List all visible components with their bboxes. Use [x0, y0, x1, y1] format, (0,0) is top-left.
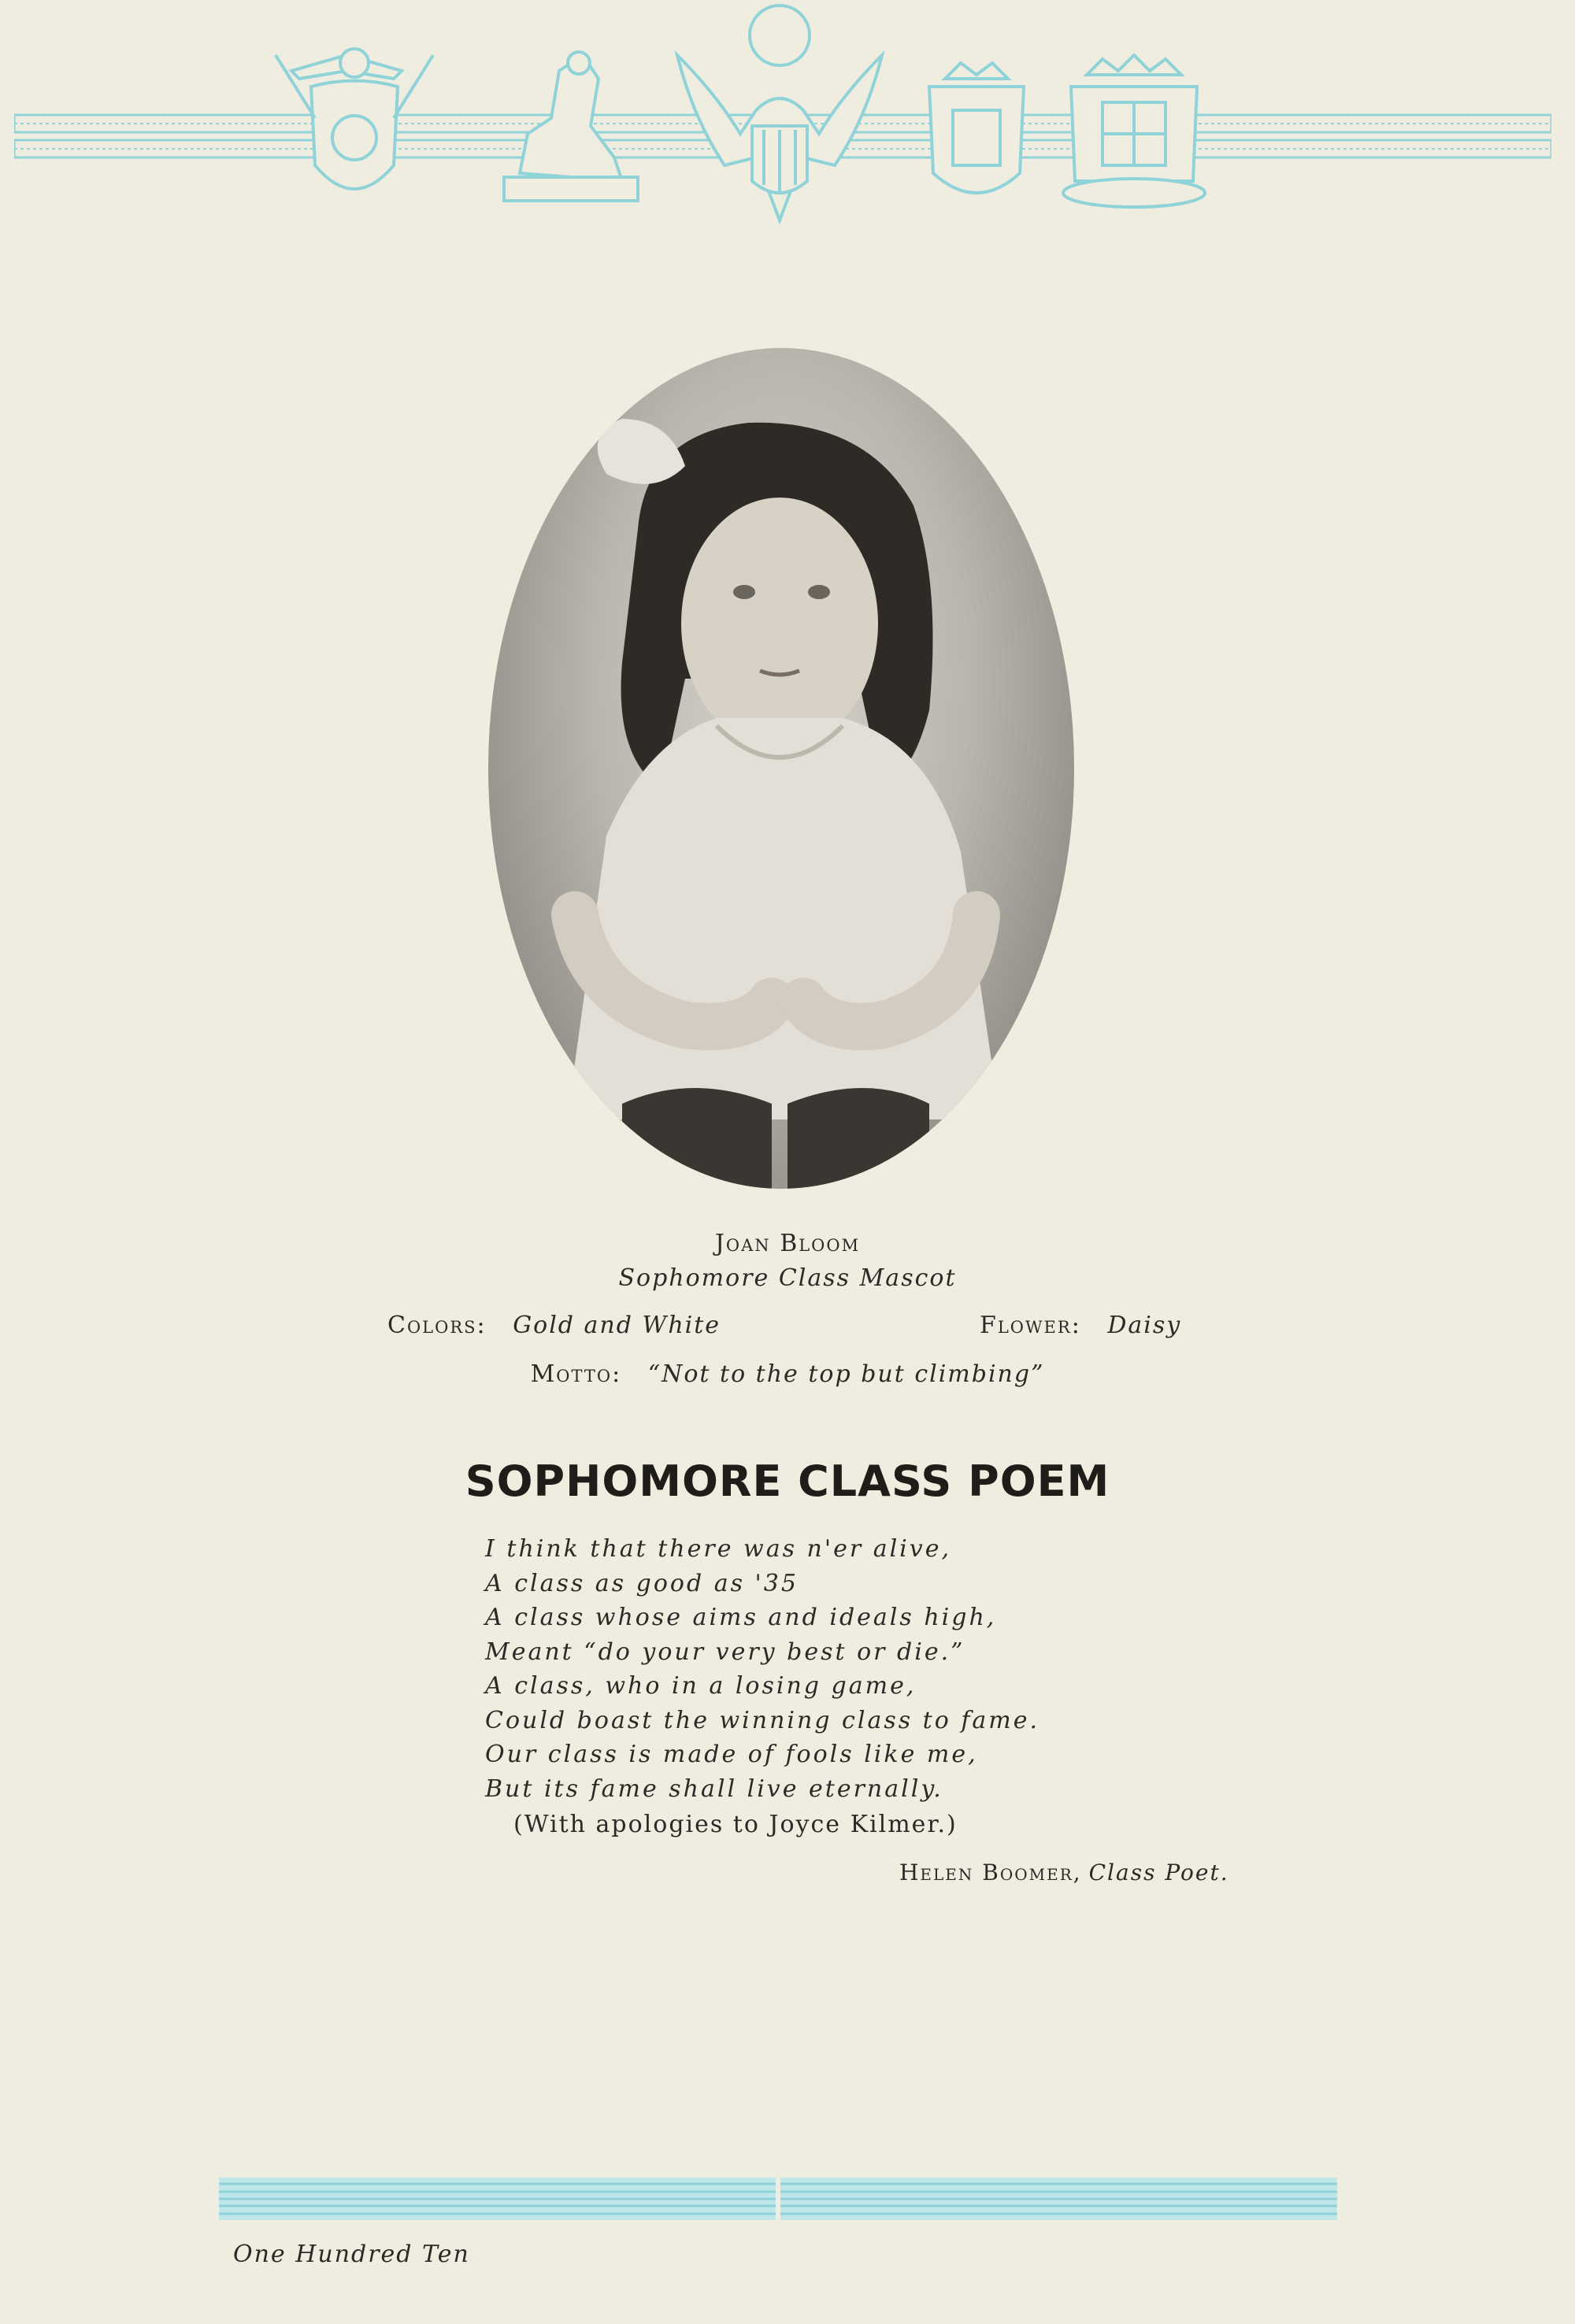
- colors-label: Colors:: [387, 1312, 487, 1339]
- flower-label: Flower:: [980, 1312, 1081, 1339]
- poem-line: Our class is made of fools like me,: [485, 1741, 978, 1768]
- crest-eagle-icon: [677, 6, 882, 220]
- page-number: One Hundred Ten: [233, 2241, 470, 2268]
- poem-line: Could boast the winning class to fame.: [485, 1706, 1040, 1734]
- mascot-role: Sophomore Class Mascot: [618, 1264, 957, 1292]
- poet-title: Class Poet.: [1088, 1860, 1229, 1885]
- poet-credit: [899, 1860, 1229, 1885]
- flower-value: Daisy: [1107, 1312, 1182, 1339]
- poem-line: A class whose aims and ideals high,: [485, 1604, 997, 1631]
- motto-label: Motto:: [530, 1360, 622, 1388]
- poem-line: A class, who in a losing game,: [485, 1672, 917, 1700]
- poem-line: Meant “do your very best or die.”: [485, 1638, 965, 1666]
- poem-attribution-note: (With apologies to Joyce Kilmer.): [513, 1811, 958, 1838]
- bottom-ornamental-band: [219, 2178, 1337, 2220]
- poem-line: I think that there was n'er alive,: [485, 1535, 952, 1563]
- crest-shield-flags-icon: [276, 49, 433, 189]
- heraldic-crests-ornament: [268, 0, 1260, 244]
- mascot-portrait: [488, 348, 1074, 1189]
- poem-line: But its fame shall live eternally.: [485, 1774, 943, 1803]
- poem-title: SOPHOMORE CLASS POEM: [465, 1456, 1110, 1506]
- poem-line: A class as good as '35: [485, 1569, 799, 1597]
- class-colors: [387, 1312, 721, 1339]
- motto-value: “Not to the top but climbing”: [647, 1360, 1045, 1388]
- crest-royal-arms-icon: [1063, 55, 1205, 207]
- girl-portrait-photo: [488, 348, 1074, 1189]
- class-flower: [980, 1312, 1181, 1339]
- class-motto: [0, 1360, 1575, 1388]
- crest-crowned-shield-icon: [929, 63, 1024, 193]
- poet-name: Helen Boomer,: [899, 1860, 1082, 1885]
- poem-body: [485, 1532, 1040, 1806]
- colors-value: Gold and White: [513, 1312, 721, 1339]
- mascot-name: Joan Bloom: [714, 1230, 861, 1257]
- crest-seated-figure-icon: [504, 52, 638, 201]
